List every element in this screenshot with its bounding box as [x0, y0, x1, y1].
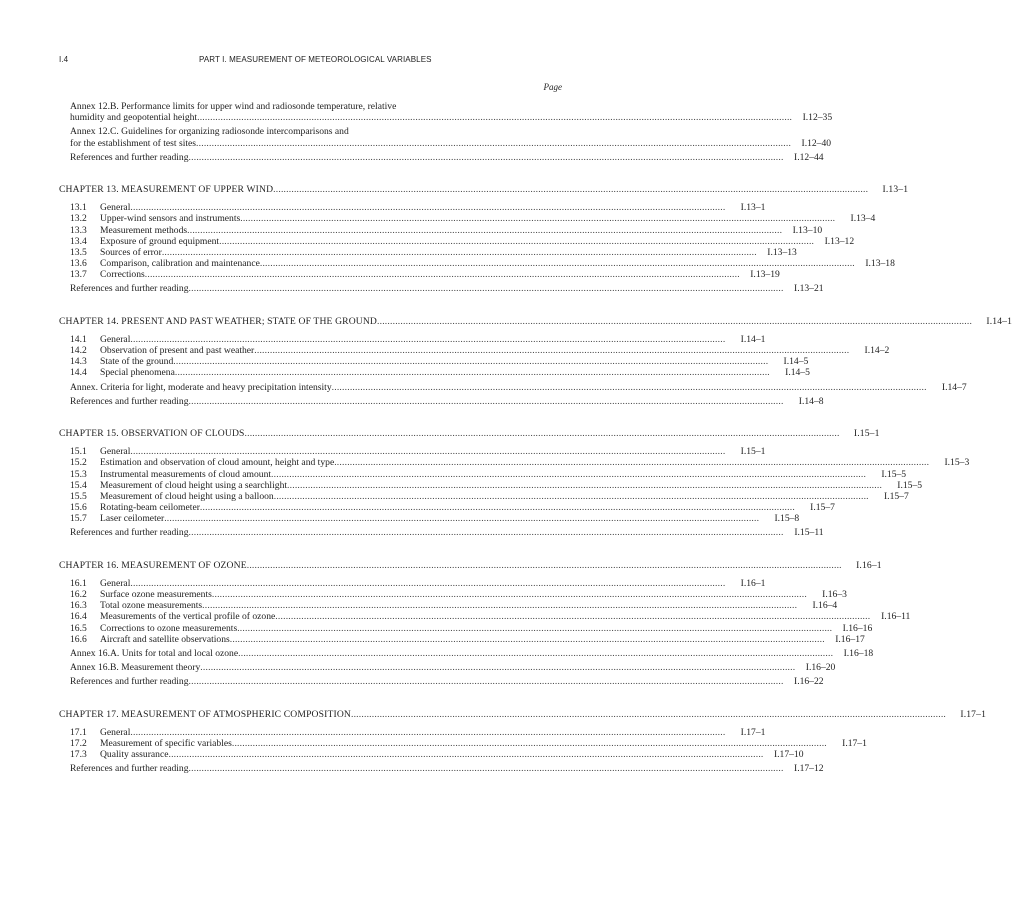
section-title: Measurement of specific variables: [100, 737, 232, 749]
annex-entry: [59, 662, 836, 674]
toc-page-ref: I.17–1: [960, 708, 987, 720]
section-title: Rotating-beam ceilometer: [100, 502, 200, 514]
section-number: 14.1: [70, 333, 87, 345]
section-entry: [59, 213, 876, 225]
section-number: 13.7: [70, 269, 87, 281]
section-number: 15.4: [70, 479, 87, 491]
section-entry: [59, 333, 766, 345]
section-number: 13.1: [70, 202, 87, 214]
dot-leader: [145, 269, 740, 280]
section-number: 15.2: [70, 457, 87, 469]
section-title: Upper-wind sensors and instruments: [100, 213, 241, 225]
dot-leader: [200, 662, 795, 673]
toc-page-ref: I.14–2: [864, 345, 890, 356]
toc-entry-text: References and further reading: [70, 527, 189, 539]
toc-page-ref: I.12–44: [794, 151, 824, 163]
toc-page-ref: I.17–1: [842, 737, 867, 749]
dot-leader: [168, 749, 763, 760]
section-entry: [59, 356, 809, 368]
dot-leader: [130, 202, 725, 213]
section-entry: [59, 577, 766, 589]
toc-page-ref: I.15–5: [881, 468, 907, 480]
section-number: 17.1: [70, 726, 87, 738]
toc-entry-text: humidity and geopotential height: [70, 112, 198, 124]
toc-page-ref: I.16–22: [794, 676, 824, 688]
section-title: Observation of present and past weather: [100, 345, 255, 356]
dot-leader: [351, 709, 946, 720]
section-number: 13.4: [70, 235, 87, 247]
section-number: 15.1: [70, 446, 87, 458]
section-number: 15.5: [70, 490, 87, 502]
annex-entry: [59, 381, 967, 393]
dot-leader: [212, 589, 807, 600]
dot-leader: [162, 247, 757, 258]
dot-leader: [271, 469, 866, 480]
references-entry: [59, 763, 824, 775]
references-entry: [59, 527, 824, 539]
section-number: 16.5: [70, 622, 87, 634]
annex-entry: [59, 647, 874, 659]
dot-leader: [189, 527, 784, 538]
dot-leader: [237, 623, 832, 634]
toc-entry-text: for the establishment of test sites: [70, 137, 197, 149]
section-entry: [59, 611, 911, 623]
chapter-heading: [59, 427, 880, 439]
dot-leader: [287, 480, 882, 491]
chapter-title: CHAPTER 13. MEASUREMENT OF UPPER WIND: [59, 183, 274, 195]
chapter-title: CHAPTER 17. MEASUREMENT OF ATMOSPHERIC COMPOSITION: [59, 708, 351, 720]
toc-page-ref: I.16–1: [856, 559, 882, 571]
toc-entry-text: Annex 16.B. Measurement theory: [70, 662, 201, 674]
section-title: General: [100, 446, 131, 458]
toc-page-ref: I.16–16: [842, 622, 873, 634]
section-number: 16.4: [70, 611, 87, 623]
toc-page-ref: I.13–12: [824, 235, 855, 247]
dot-leader: [189, 763, 784, 774]
dot-leader: [232, 738, 827, 749]
table-of-contents: [59, 101, 1012, 775]
dot-leader: [238, 648, 833, 659]
toc-entry-text: Annex. Criteria for light, moderate and heavy precipitation intensity: [70, 381, 332, 393]
dot-leader: [377, 316, 972, 327]
dot-leader: [230, 634, 825, 645]
toc-entry-text: Annex 16.A. Units for total and local ozone: [70, 647, 239, 659]
toc-page-ref: I.13–4: [850, 213, 876, 225]
section-title: Estimation and observation of cloud amount, height and type: [100, 457, 335, 469]
toc-page-ref: I.17–10: [773, 749, 804, 761]
dot-leader: [332, 382, 927, 393]
section-number: 14.2: [70, 345, 87, 356]
section-number: 17.3: [70, 749, 87, 761]
toc-page-ref: I.15–1: [853, 427, 880, 439]
section-title: Surface ozone measurements: [100, 589, 212, 600]
section-title: Comparison, calibration and maintenance: [100, 258, 260, 270]
toc-entry-text: References and further reading: [70, 395, 189, 407]
section-number: 15.7: [70, 513, 87, 525]
toc-entry-text: References and further reading: [70, 763, 189, 775]
dot-leader: [164, 513, 759, 524]
toc-page-ref: I.14–1: [740, 333, 766, 345]
section-title: General: [100, 333, 131, 345]
dot-leader: [200, 502, 795, 513]
section-entry: [59, 600, 838, 612]
toc-page-ref: I.14–7: [941, 381, 967, 393]
dot-leader: [173, 356, 768, 367]
section-title: Aircraft and satellite observations: [100, 633, 230, 645]
toc-page-ref: I.15–11: [794, 527, 824, 539]
chapter-heading: [59, 315, 1012, 327]
section-entry: [59, 633, 865, 645]
section-number: 13.6: [70, 258, 87, 270]
references-entry: [59, 151, 824, 163]
running-header: [59, 55, 562, 69]
toc-page-ref: I.16–11: [881, 611, 911, 623]
section-entry: [59, 246, 797, 258]
section-title: Quality assurance: [100, 749, 169, 761]
dot-leader: [334, 457, 929, 468]
section-entry: [59, 224, 823, 236]
section-number: 13.5: [70, 246, 87, 258]
section-title: State of the ground: [100, 356, 174, 368]
section-title: Instrumental measurements of cloud amount: [100, 468, 272, 480]
toc-entry-text: Annex 12.B. Performance limits for upper wind and radiosonde temperature, relative: [70, 101, 397, 112]
section-entry: [59, 513, 800, 525]
dot-leader: [189, 152, 784, 163]
toc-page-ref: I.13–10: [792, 224, 823, 236]
section-entry: [59, 235, 855, 247]
section-entry: [59, 367, 810, 379]
toc-entry-text: Annex 12.C. Guidelines for organizing radiosonde intercomparisons and: [70, 126, 349, 138]
chapter-heading: [59, 708, 987, 720]
toc-page-ref: I.12–35: [802, 112, 833, 124]
page-column-label: Page: [543, 82, 562, 92]
references-entry: [59, 395, 824, 407]
toc-entry-text: References and further reading: [70, 676, 189, 688]
chapter-heading: [59, 559, 882, 571]
references-entry: [59, 283, 824, 295]
toc-page-ref: I.17–12: [794, 763, 824, 775]
header-page-number: I.4: [59, 55, 69, 64]
dot-leader: [130, 446, 725, 457]
toc-page-ref: I.15–7: [883, 490, 909, 502]
toc-page-ref: I.15–3: [944, 457, 970, 469]
dot-leader: [260, 258, 855, 269]
toc-page-ref: I.13–18: [865, 258, 895, 270]
section-title: Laser ceilometer: [100, 513, 165, 525]
section-entry: [59, 726, 766, 738]
dot-leader: [187, 225, 782, 236]
dot-leader: [189, 676, 784, 687]
toc-page-ref: I.13–1: [740, 202, 766, 214]
toc-page-ref: I.15–8: [774, 513, 800, 525]
annex-entry: [59, 126, 832, 149]
section-title: Measurements of the vertical profile of ozone: [100, 611, 276, 623]
section-title: General: [100, 726, 131, 738]
toc-page-ref: I.15–7: [810, 502, 835, 514]
header-part-title: PART I. MEASUREMENT OF METEOROLOGICAL VARIABLES: [199, 55, 432, 64]
dot-leader: [130, 334, 725, 345]
toc-page-ref: I.13–13: [767, 246, 797, 258]
section-title: Total ozone measurements: [100, 600, 203, 612]
dot-leader: [197, 112, 792, 123]
section-entry: [59, 457, 970, 469]
toc-page-ref: I.14–5: [785, 367, 810, 379]
dot-leader: [189, 283, 784, 294]
section-number: 16.3: [70, 600, 87, 612]
section-entry: [59, 589, 847, 600]
dot-leader: [275, 611, 870, 622]
section-number: 14.3: [70, 356, 87, 368]
annex-entry: [59, 101, 833, 124]
section-title: Exposure of ground equipment: [100, 235, 220, 247]
toc-page-ref: I.13–1: [882, 183, 909, 195]
section-entry: [59, 749, 804, 761]
section-number: 16.1: [70, 577, 87, 589]
dot-leader: [247, 560, 842, 571]
dot-leader: [254, 345, 849, 356]
toc-page-ref: I.12–40: [801, 137, 832, 149]
chapter-heading: [59, 183, 909, 195]
section-number: 16.6: [70, 633, 87, 645]
dot-leader: [196, 138, 791, 149]
dot-leader: [189, 396, 784, 407]
dot-leader: [240, 213, 835, 224]
toc-page-ref: I.15–1: [740, 446, 766, 458]
dot-leader: [219, 236, 814, 247]
toc-page-ref: I.16–20: [805, 662, 836, 674]
section-entry: [59, 490, 909, 502]
dot-leader: [202, 600, 797, 611]
dot-leader: [175, 367, 770, 378]
section-number: 15.6: [70, 502, 87, 514]
section-entry: [59, 502, 835, 514]
section-title: General: [100, 202, 131, 214]
section-entry: [59, 269, 780, 281]
section-title: Sources of error: [100, 246, 162, 258]
section-entry: [59, 479, 923, 491]
toc-page-ref: I.16–17: [835, 633, 865, 645]
dot-leader: [130, 727, 725, 738]
section-title: Corrections to ozone measurements: [100, 622, 238, 634]
toc-page-ref: I.13–19: [750, 269, 780, 281]
toc-page-ref: I.13–21: [794, 283, 824, 295]
references-entry: [59, 676, 824, 688]
section-number: 13.2: [70, 213, 87, 225]
section-title: Measurement methods: [100, 224, 188, 236]
section-entry: [59, 345, 890, 356]
section-entry: [59, 446, 766, 458]
section-number: 17.2: [70, 737, 87, 749]
section-number: 15.3: [70, 468, 87, 480]
toc-page-ref: I.15–5: [897, 479, 923, 491]
toc-page-ref: I.14–5: [783, 356, 809, 368]
toc-page-ref: I.16–4: [812, 600, 838, 612]
section-title: Special phenomena: [100, 367, 175, 379]
section-number: 14.4: [70, 367, 87, 379]
section-entry: [59, 737, 867, 749]
dot-leader: [130, 578, 725, 589]
section-title: Measurement of cloud height using a balloon: [100, 490, 274, 502]
chapter-title: CHAPTER 14. PRESENT AND PAST WEATHER; STATE OF THE GROUND: [59, 315, 378, 327]
toc-page-ref: I.16–1: [740, 577, 766, 589]
toc-page-ref: I.17–1: [740, 726, 766, 738]
dot-leader: [245, 428, 840, 439]
section-entry: [59, 202, 766, 214]
toc-page-ref: I.14–8: [798, 395, 824, 407]
dot-leader: [273, 184, 868, 195]
toc-page-ref: I.16–18: [843, 647, 874, 659]
section-entry: [59, 468, 907, 480]
section-title: General: [100, 577, 131, 589]
toc-entry-text: References and further reading: [70, 283, 189, 295]
toc-entry-text: References and further reading: [70, 151, 189, 163]
dot-leader: [274, 491, 869, 502]
section-entry: [59, 622, 873, 634]
chapter-title: CHAPTER 16. MEASUREMENT OF OZONE: [59, 559, 247, 571]
section-title: Corrections: [100, 269, 145, 281]
chapter-title: CHAPTER 15. OBSERVATION OF CLOUDS: [59, 427, 245, 439]
toc-page-ref: I.16–3: [822, 589, 847, 600]
section-title: Measurement of cloud height using a searchlight: [100, 479, 288, 491]
section-entry: [59, 258, 895, 270]
section-number: 16.2: [70, 589, 87, 600]
section-number: 13.3: [70, 224, 87, 236]
toc-page-ref: I.14–1: [986, 315, 1012, 327]
